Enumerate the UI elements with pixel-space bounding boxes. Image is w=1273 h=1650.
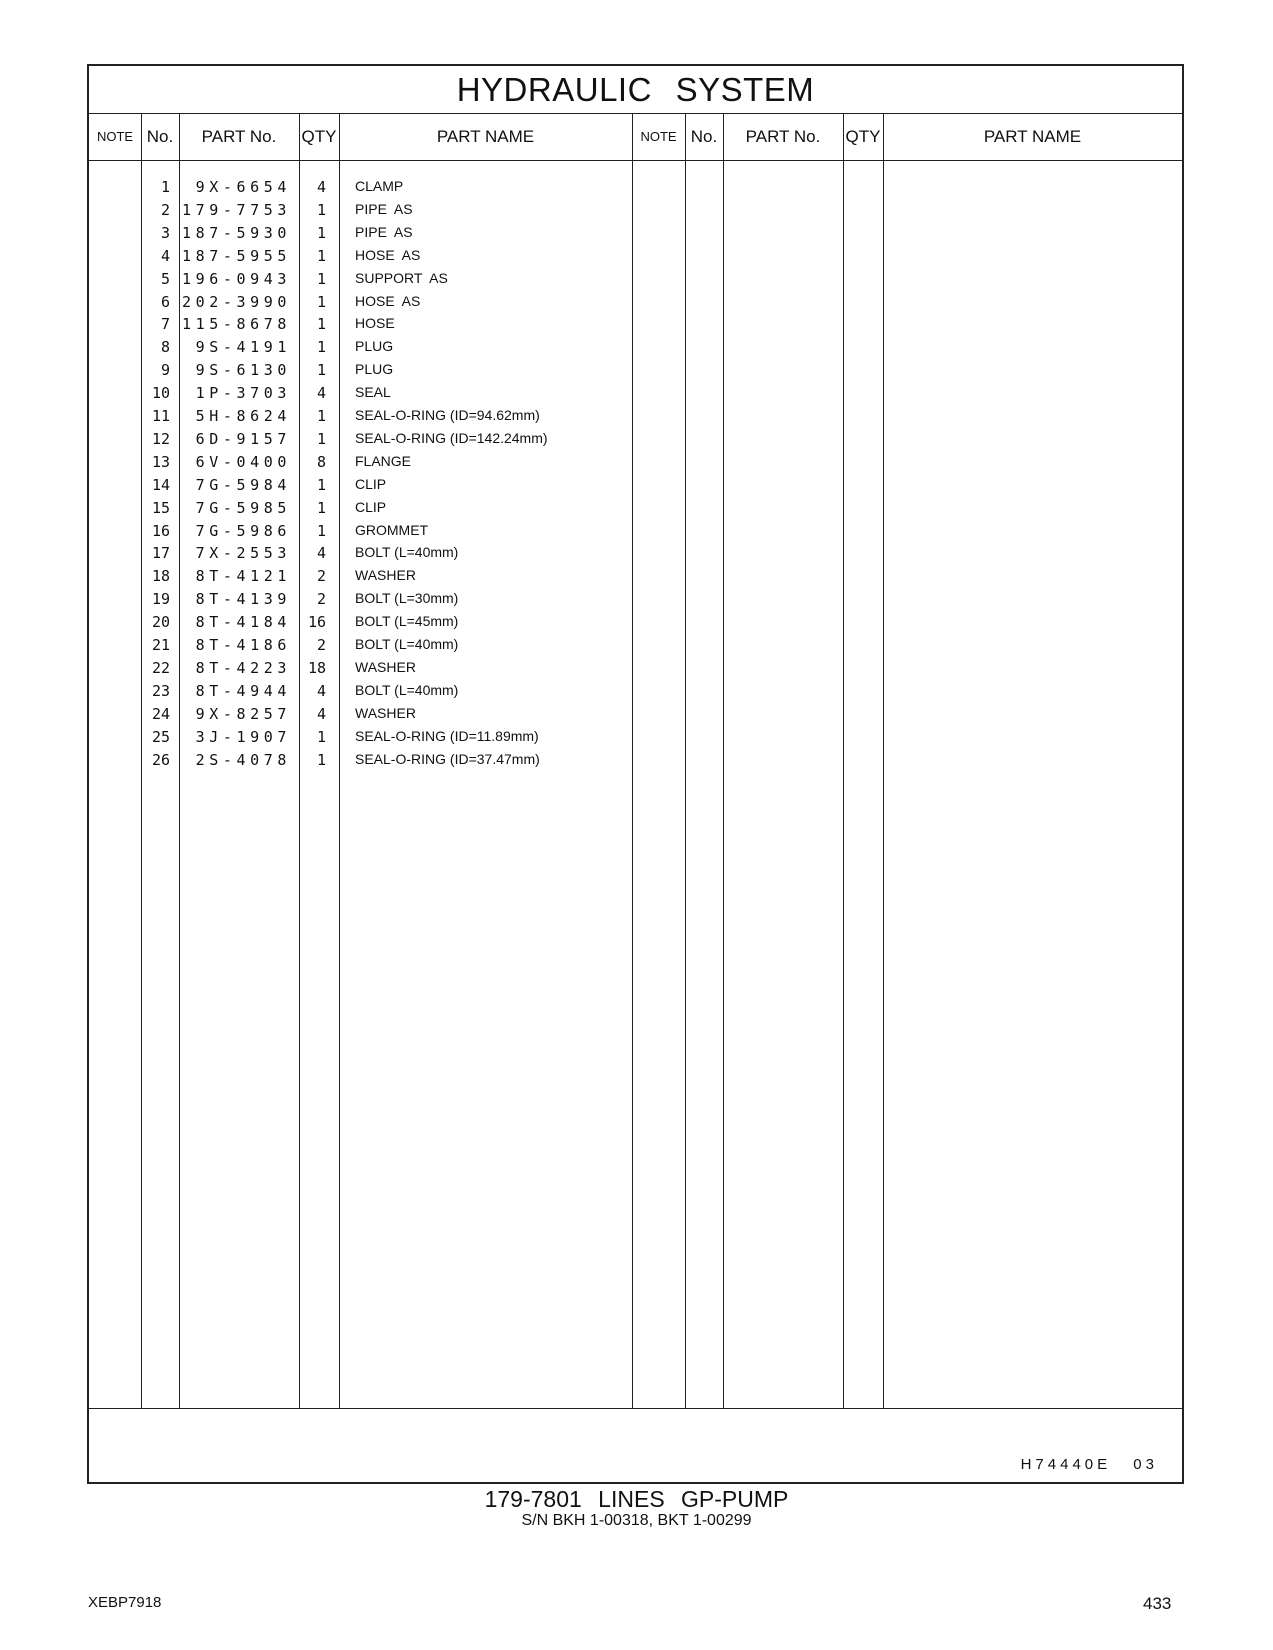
part-number: 7X-2553 <box>195 544 291 563</box>
table-row <box>89 336 1182 359</box>
quantity: 1 <box>316 315 326 334</box>
item-number: 8 <box>160 338 170 357</box>
part-number: 9X-8257 <box>195 704 291 723</box>
part-name: BOLT (L=30mm) <box>355 590 459 607</box>
item-number: 23 <box>151 681 170 700</box>
header-qty-left: QTY <box>301 127 337 146</box>
table-row <box>89 520 1182 543</box>
part-name: BOLT (L=45mm) <box>355 613 459 630</box>
table-row <box>89 703 1182 726</box>
table-row <box>89 680 1182 703</box>
part-number: 8T-4223 <box>195 658 291 677</box>
table-row <box>89 268 1182 291</box>
part-name: WASHER <box>355 567 416 584</box>
part-number: 6V-0400 <box>195 452 291 471</box>
item-number: 19 <box>151 590 170 609</box>
table-row <box>89 565 1182 588</box>
item-number: 21 <box>151 636 170 654</box>
table-row <box>89 657 1182 680</box>
header-part-name-left: PART NAME <box>436 127 535 146</box>
part-number: 8T-4139 <box>195 590 291 609</box>
header-no-right: No. <box>690 127 718 146</box>
quantity: 4 <box>316 178 326 196</box>
part-name: SEAL-O-RING (ID=11.89mm) <box>355 727 539 744</box>
quantity: 4 <box>316 681 326 700</box>
part-name: CLIP <box>355 475 387 492</box>
quantity: 4 <box>316 704 326 723</box>
item-number: 1 <box>160 178 170 196</box>
illustration-code: H74440E 03 <box>1020 1456 1158 1473</box>
table-row <box>89 497 1182 520</box>
table-row <box>89 176 1182 199</box>
quantity: 1 <box>316 429 326 448</box>
quantity: 1 <box>316 750 326 769</box>
table-row <box>89 634 1182 657</box>
quantity: 2 <box>316 590 326 609</box>
part-number: 115-8678 <box>181 315 291 334</box>
item-number: 6 <box>160 292 170 311</box>
section-title: HYDRAULIC SYSTEM <box>89 66 1182 114</box>
part-number: 8T-4184 <box>195 613 291 632</box>
header-note-right: NOTE <box>640 129 677 144</box>
part-number: 6D-9157 <box>195 429 291 448</box>
item-number: 4 <box>160 246 170 265</box>
table-row <box>89 199 1182 222</box>
item-number: 2 <box>160 200 170 219</box>
part-number: 9S-6130 <box>195 361 291 380</box>
table-row <box>89 382 1182 405</box>
part-number: 8T-4186 <box>195 636 291 654</box>
quantity: 1 <box>316 246 326 265</box>
table-row <box>89 245 1182 268</box>
table-row <box>89 313 1182 336</box>
quantity: 1 <box>316 200 326 219</box>
part-name: PLUG <box>355 338 394 355</box>
item-number: 17 <box>151 544 170 563</box>
table-row <box>89 451 1182 474</box>
header-note-left: NOTE <box>96 129 134 144</box>
quantity: 2 <box>316 567 326 586</box>
item-number: 5 <box>160 269 170 288</box>
footer-divider <box>89 1408 1182 1409</box>
item-number: 9 <box>160 361 170 380</box>
assembly-title: 179-7801 LINES GP-PUMP <box>484 1486 789 1512</box>
quantity: 1 <box>316 407 326 425</box>
item-number: 13 <box>151 452 170 471</box>
part-number: 8T-4121 <box>195 567 291 586</box>
part-number: 9X-6654 <box>195 178 291 196</box>
quantity: 2 <box>316 636 326 654</box>
table-row <box>89 291 1182 314</box>
quantity: 8 <box>316 452 326 471</box>
part-name: SEAL-O-RING (ID=37.47mm) <box>355 750 540 767</box>
quantity: 1 <box>316 292 326 311</box>
quantity: 1 <box>316 475 326 494</box>
part-number: 196-0943 <box>181 269 291 288</box>
part-name: BOLT (L=40mm) <box>355 681 459 698</box>
quantity: 1 <box>316 521 326 540</box>
page-number: 433 <box>1143 1594 1172 1613</box>
item-number: 14 <box>151 475 170 494</box>
parts-list-frame <box>87 64 1184 1484</box>
part-name: SEAL-O-RING (ID=142.24mm) <box>355 429 548 446</box>
quantity: 16 <box>307 613 326 632</box>
quantity: 1 <box>316 223 326 242</box>
header-part-no-left: PART No. <box>201 127 277 146</box>
header-no-left: No. <box>146 127 174 146</box>
item-number: 3 <box>160 223 170 242</box>
part-number: 7G-5986 <box>195 521 291 540</box>
quantity: 1 <box>316 727 326 746</box>
quantity: 1 <box>316 498 326 517</box>
part-name: WASHER <box>355 704 416 721</box>
item-number: 18 <box>151 567 170 586</box>
part-name: CLIP <box>355 498 387 515</box>
table-row <box>89 542 1182 565</box>
part-number: 7G-5985 <box>195 498 291 517</box>
part-number: 8T-4944 <box>195 681 291 700</box>
part-name: HOSE <box>355 315 395 332</box>
item-number: 22 <box>151 658 170 677</box>
table-row <box>89 588 1182 611</box>
part-name: BOLT (L=40mm) <box>355 636 459 652</box>
quantity: 18 <box>307 658 326 677</box>
part-name: GROMMET <box>355 521 429 538</box>
part-name: PIPE AS <box>355 223 413 240</box>
table-row <box>89 726 1182 749</box>
part-name: PIPE AS <box>355 200 413 217</box>
column-header-row <box>89 113 1182 161</box>
table-row <box>89 749 1182 772</box>
part-number: 179-7753 <box>181 200 291 219</box>
part-number: 202-3990 <box>181 292 291 311</box>
table-row <box>89 359 1182 382</box>
item-number: 12 <box>151 429 170 448</box>
part-number: 1P-3703 <box>195 384 291 403</box>
part-name: FLANGE <box>355 452 412 469</box>
item-number: 7 <box>160 315 170 334</box>
part-name: HOSE AS <box>355 292 421 309</box>
part-name: SEAL-O-RING (ID=94.62mm) <box>355 407 540 423</box>
part-name: SUPPORT AS <box>355 269 448 286</box>
part-name: SEAL <box>355 384 391 401</box>
item-number: 11 <box>151 407 170 425</box>
item-number: 10 <box>151 384 170 403</box>
item-number: 24 <box>151 704 170 723</box>
item-number: 16 <box>151 521 170 540</box>
header-part-no-right: PART No. <box>745 127 821 146</box>
item-number: 26 <box>151 750 170 769</box>
part-name: CLAMP <box>355 178 404 194</box>
part-name: BOLT (L=40mm) <box>355 544 459 561</box>
table-row <box>89 405 1182 428</box>
part-number: 2S-4078 <box>195 750 291 769</box>
quantity: 1 <box>316 269 326 288</box>
header-part-name-right: PART NAME <box>983 127 1082 146</box>
quantity: 1 <box>316 361 326 380</box>
part-name: HOSE AS <box>355 246 421 263</box>
header-qty-right: QTY <box>845 127 881 146</box>
quantity: 4 <box>316 384 326 403</box>
table-row <box>89 428 1182 451</box>
table-row <box>89 222 1182 245</box>
part-number: 3J-1907 <box>195 727 291 746</box>
serial-numbers: S/N BKH 1-00318, BKT 1-00299 <box>521 1512 752 1529</box>
quantity: 4 <box>316 544 326 563</box>
part-name: PLUG <box>355 361 394 378</box>
part-name: WASHER <box>355 658 416 675</box>
part-number: 5H-8624 <box>195 407 291 425</box>
item-number: 20 <box>151 613 170 632</box>
part-number: 9S-4191 <box>195 338 291 357</box>
part-number: 7G-5984 <box>195 475 291 494</box>
quantity: 1 <box>316 338 326 357</box>
item-number: 25 <box>151 727 170 746</box>
item-number: 15 <box>151 498 170 517</box>
part-number: 187-5955 <box>181 246 291 265</box>
table-row <box>89 611 1182 634</box>
part-number: 187-5930 <box>181 223 291 242</box>
table-row <box>89 474 1182 497</box>
document-id: XEBP7918 <box>88 1594 162 1611</box>
